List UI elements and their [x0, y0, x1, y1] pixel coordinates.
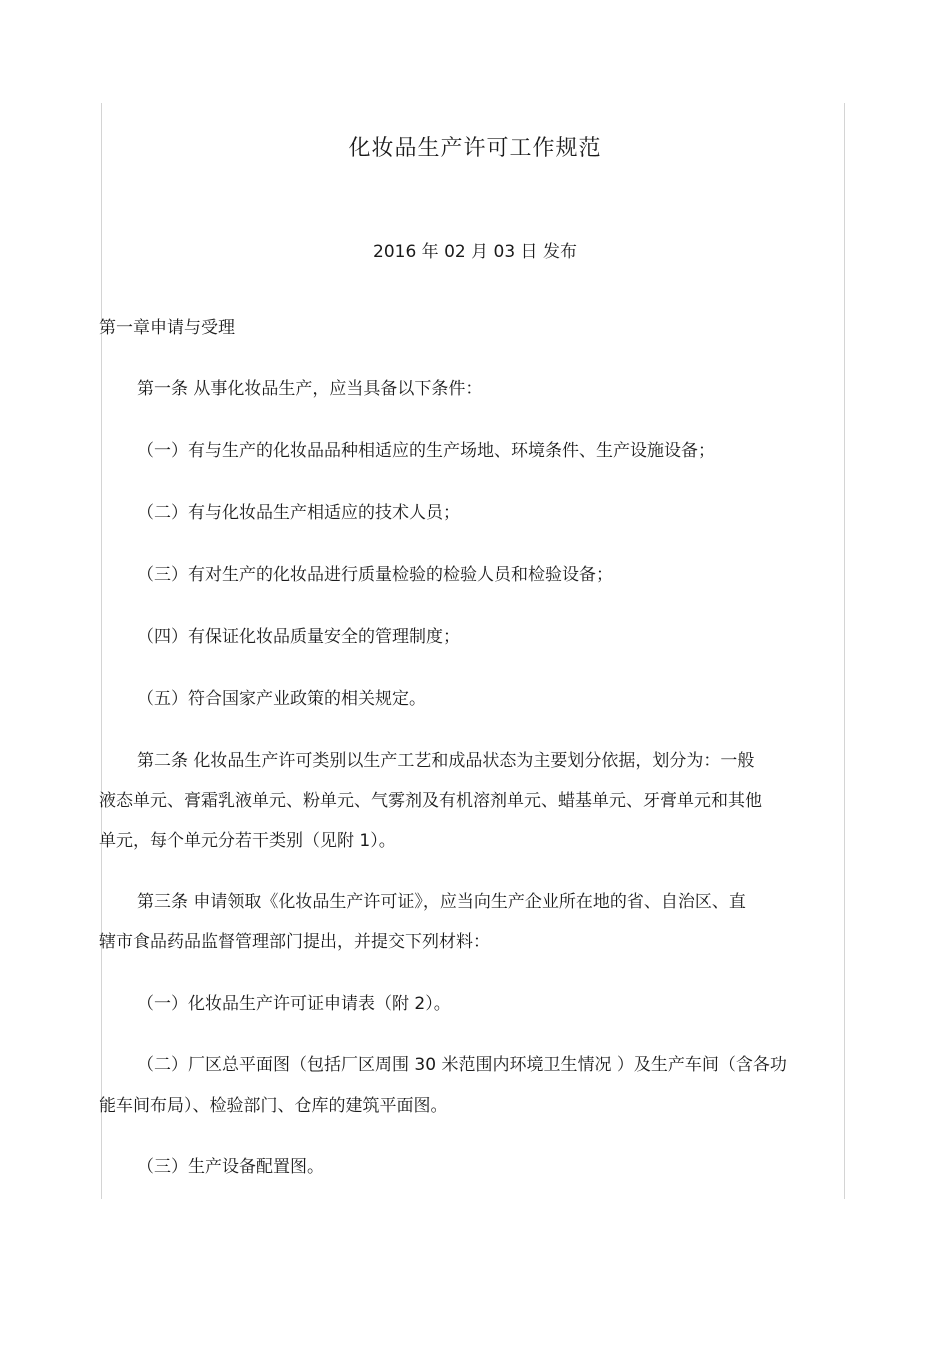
article-1-item-1: （一）有与生产的化妆品品种相适应的生产场地、环境条件、生产设施设备；: [137, 441, 715, 461]
publish-date: 2016 年 02 月 03 日 发布: [373, 242, 577, 262]
chapter-heading: 第一章申请与受理: [99, 318, 235, 338]
article-2-line-2: 液态单元、膏霜乳液单元、粉单元、气雾剂及有机溶剂单元、蜡基单元、牙膏单元和其他: [99, 791, 762, 811]
page-left-border: [101, 103, 102, 1199]
article-2-line-1: 第二条 化妆品生产许可类别以生产工艺和成品状态为主要划分依据，划分为：一般: [137, 751, 755, 771]
article-1-item-3: （三）有对生产的化妆品进行质量检验的检验人员和检验设备；: [137, 565, 613, 585]
article-3-item-1: （一）化妆品生产许可证申请表（附 2）。: [137, 994, 451, 1014]
document-title: 化妆品生产许可工作规范: [348, 136, 602, 161]
article-1-item-4: （四）有保证化妆品质量安全的管理制度；: [137, 627, 460, 647]
article-1-intro: 第一条 从事化妆品生产，应当具备以下条件：: [137, 379, 483, 399]
article-3-line-2: 辖市食品药品监督管理部门提出，并提交下列材料：: [99, 932, 490, 952]
article-2-line-3: 单元，每个单元分若干类别（见附 1）。: [99, 831, 396, 851]
article-3-item-2-line-2: 能车间布局）、检验部门、仓库的建筑平面图。: [99, 1096, 448, 1116]
page-right-border: [844, 103, 845, 1199]
article-3-line-1: 第三条 申请领取《化妆品生产许可证》，应当向生产企业所在地的省、自治区、直: [137, 892, 746, 912]
article-1-item-5: （五）符合国家产业政策的相关规定。: [137, 689, 426, 709]
article-1-item-2: （二）有与化妆品生产相适应的技术人员；: [137, 503, 460, 523]
article-3-item-3: （三）生产设备配置图。: [137, 1157, 324, 1177]
article-3-item-2-line-1: （二）厂区总平面图（包括厂区周围 30 米范围内环境卫生情况 ）及生产车间（含各功: [137, 1055, 787, 1075]
